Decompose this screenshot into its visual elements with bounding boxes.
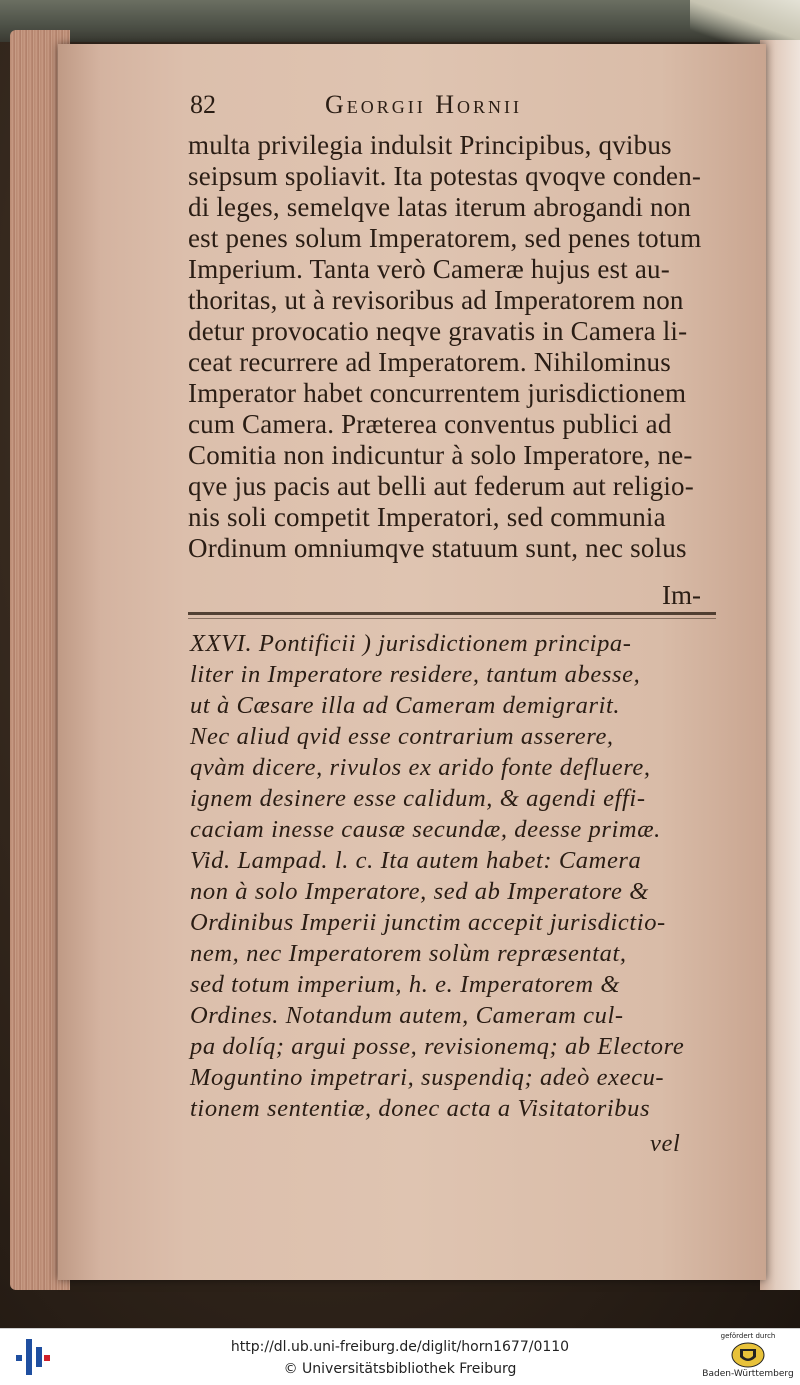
- note-line: qvàm dicere, rivulos ex arido fonte defluere,: [190, 754, 651, 781]
- body-line: Comitia non indicuntur à solo Imperatore, ne-: [188, 440, 693, 470]
- footnote-rule-thin: [188, 618, 716, 619]
- facing-leaf: [760, 40, 800, 1290]
- running-head: Georgii Hornii: [325, 90, 523, 119]
- catchword: Im-: [662, 580, 701, 610]
- book-cover-top: [0, 0, 800, 42]
- note-line: liter in Imperatore residere, tantum abesse,: [190, 661, 641, 688]
- body-line: Imperium. Tanta verò Cameræ hujus est au-: [188, 254, 670, 284]
- body-line: est penes solum Imperatorem, sed penes totum: [188, 223, 702, 253]
- viewer-footer: [0, 1328, 800, 1385]
- note-line: Ordinibus Imperii junctim accepit jurisdictio-: [190, 909, 666, 936]
- body-line: seipsum spoliavit. Ita potestas qvoqve conden-: [188, 161, 702, 191]
- note-line: pa dolíq; argui posse, revisionemq; ab Electore: [190, 1033, 685, 1060]
- sponsor-name: Baden-Württemberg: [702, 1369, 794, 1379]
- body-line: detur provocatio neqve gravatis in Camera li-: [188, 316, 688, 346]
- sponsor-badge: [700, 1331, 796, 1385]
- note-line: ut à Cæsare illa ad Cameram demigrarit.: [190, 692, 621, 719]
- body-line: nis soli competit Imperatori, sed communia: [188, 502, 666, 532]
- permalink-url[interactable]: http://dl.ub.uni-freiburg.de/diglit/horn1677/0110: [230, 1339, 570, 1355]
- body-line: Imperator habet concurrentem jurisdictionem: [188, 378, 687, 408]
- crest-icon: [730, 1341, 766, 1369]
- note-line: Moguntino impetrari, suspendiq; adeò execu-: [190, 1064, 665, 1091]
- note-line: Vid. Lampad. l. c. Ita autem habet: Camera: [190, 847, 642, 874]
- note-line: XXVI. Pontificii ) jurisdictionem principa-: [190, 630, 632, 657]
- note-line: nem, nec Imperatorem solùm repræsentat,: [190, 940, 627, 967]
- note-line: sed totum imperium, h. e. Imperatorem &: [190, 971, 621, 998]
- note-catchword: vel: [650, 1130, 681, 1157]
- body-line: multa privilegia indulsit Principibus, qvibus: [188, 130, 672, 160]
- footnote-rule: [188, 612, 716, 615]
- note-line: tionem sententiæ, donec acta a Visitatoribus: [190, 1095, 651, 1122]
- body-line: cum Camera. Præterea conventus publici ad: [188, 409, 672, 439]
- body-line: di leges, semelqve latas iterum abrogandi non: [188, 192, 692, 222]
- note-line: non à solo Imperatore, sed ab Imperatore &: [190, 878, 649, 905]
- note-line: caciam inesse causæ secundæ, deesse primæ.: [190, 816, 661, 843]
- body-line: Ordinum omniumqve statuum sunt, nec solus: [188, 533, 687, 563]
- note-line: ignem desinere esse calidum, & agendi effi-: [190, 785, 646, 812]
- body-line: qve jus pacis aut belli aut federum aut religio-: [188, 471, 694, 501]
- note-line: Ordines. Notandum autem, Cameram cul-: [190, 1002, 624, 1029]
- copyright-notice: © Universitätsbibliothek Freiburg: [283, 1361, 517, 1377]
- body-line: thoritas, ut à revisoribus ad Imperatorem non: [188, 285, 684, 315]
- note-line: Nec aliud qvid esse contrarium asserere,: [190, 723, 614, 750]
- sponsor-caption: gefördert durch: [720, 1332, 776, 1340]
- body-line: ceat recurrere ad Imperatorem. Nihilominus: [188, 347, 671, 377]
- page-number: 82: [190, 90, 216, 119]
